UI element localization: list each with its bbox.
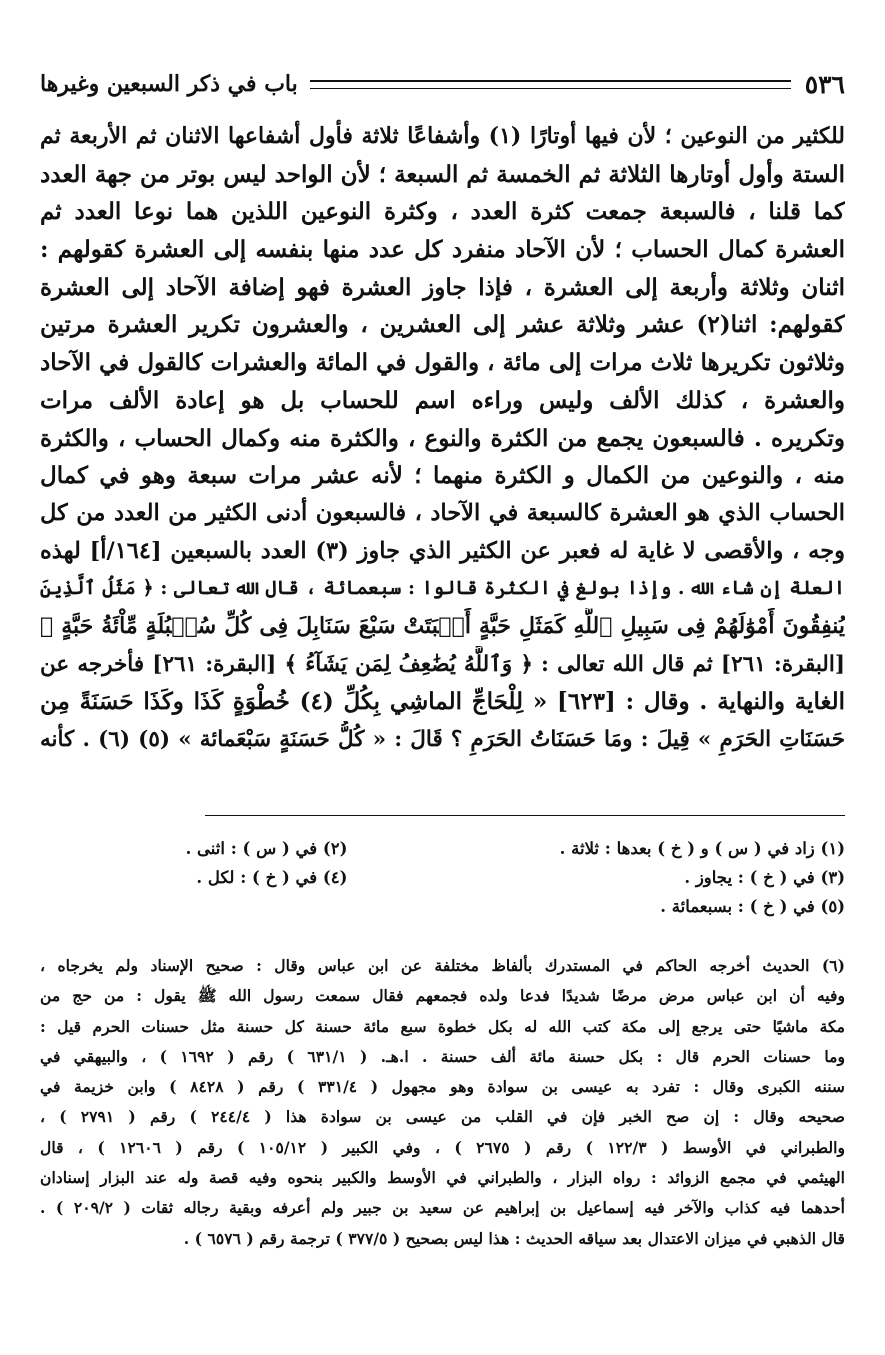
text-line: منه ، والنوعين من الكمال و الكثرة منهما ؛ لأنه عشر مرات سبعة وهو في كمال	[40, 462, 845, 490]
footnote-6	[40, 951, 845, 1254]
text-line: وثلاثون تكريرها ثلاث مرات إلى مائة ، والقول في المائة والعشرات كالقول في الآحاد	[40, 349, 845, 377]
footnote-3: (٣) في ( خ ) : يجاوز .	[684, 868, 845, 887]
main-text	[40, 118, 845, 759]
running-header	[40, 66, 845, 102]
footnote-row	[40, 892, 845, 921]
text-line: العشرة كمال الحساب ؛ لأن الآحاد منفرد كل عدد منها بنفسه إلى العشرة كقولهم :	[40, 236, 845, 264]
footnote-row	[40, 863, 845, 892]
text-line: كما قلنا ، فالسبعة جمعت كثرة العدد ، وكثرة النوعين اللذين هما نوعا العدد ثم	[40, 198, 845, 226]
text-line: العلة إن شاء الله . وإذا بولغ في الكثرة قالوا : سبعمائة ، قال الله تعالى : ﴿ مَثَلُ ٱلَّذِينَ	[40, 577, 845, 600]
text-line: للكثير من النوعين ؛ لأن فيها أوتارًا (١) وأشفاعًا ثلاثة فأول أشفاعها الاثنان ثم الأربعة ثم	[40, 123, 845, 149]
text-line: وجه ، والأقصى لا غاية له فعبر عن الكثير الذي جاوز (٣) العدد بالسبعين [١٦٤/أ] لهذه	[40, 537, 845, 564]
text-line: الستة وأول أوتارها الثلاثة ثم الخمسة ثم السبعة ؛ لأن الواحد ليس بوتر من جهة العدد	[40, 160, 845, 188]
text-line: الحساب الذي هو العشرة كالسبعة في الآحاد ، فالسبعون أدنى الكثير من العدد من كل	[40, 499, 845, 526]
footnote-line: والطبراني في الأوسط ( ١٢٢/٣ ) رقم ( ٢٦٧٥ ) ، وفي الكبير ( ١٠٥/١٢ ) رقم ( ١٢٦٠٦ ) ، قال	[40, 1137, 845, 1157]
footnote-line: سننه الكبرى وقال : تفرد به عيسى بن سوادة وهو مجهول ( ٣٣١/٤ ) رقم ( ٨٤٢٨ ) وابن خزيمة في	[40, 1077, 845, 1097]
footnote-line: قال الذهبي في ميزان الاعتدال بعد سياقه الحديث : هذا ليس بصحيح ( ٣٧٧/٥ ) ترجمة رقم ( ٦٥٧٦ ) .	[183, 1228, 845, 1248]
text-line: اثنان وثلاثة وأربعة إلى العشرة ، فإذا جاوز العشرة فهو إضافة الآحاد إلى العشرة	[40, 273, 845, 301]
text-line: وتكريره . فالسبعون يجمع من الكثرة والنوع ، والكثرة منه وكمال الحساب ، والكثرة	[40, 424, 845, 452]
footnote-separator	[205, 815, 845, 816]
text-line: والعشرة ، كذلك الألف وليس وراءه اسم للحساب بل هو إعادة الألف مرات	[40, 386, 845, 414]
page-number: ٥٣٦	[804, 69, 845, 99]
footnote-line: (٦) الحديث أخرجه الحاكم في المستدرك بألفاظ مختلفة عن ابن عباس وقال : صحيح الإسناد ولم يخرجاه ،	[40, 956, 845, 975]
footnote-5: (٥) في ( خ ) : بسبعمائة .	[660, 897, 845, 916]
header-rule	[310, 80, 791, 89]
footnote-line: الهيثمي في مجمع الزوائد : رواه البزار ، والطبراني في الأوسط والكبير بنحوه وفيه قصة وله عند البزار إسنادان	[40, 1168, 845, 1188]
footnote-line: أحدهما فيه كذاب والآخر فيه إسماعيل بن إبراهيم عن سعيد بن جبير ولم أعرفه وبقية رجاله ثقات ( ٢٠٩/٢ ) .	[40, 1198, 845, 1218]
hadith-line: الغاية والنهاية . وقال : [٦٢٣] « لِلْحَاجِّ الماشِي بِكُلِّ (٤) خُطْوَةٍ كَذَا وكَذَا حَسَنَةً مِن	[40, 688, 845, 716]
footnotes-short	[40, 834, 845, 921]
footnote-line: مكة ماشيًا حتى يرجع إلى مكة كتب الله له بكل خطوة سبع مائة حسنة كل حسنة مثل حسنات الحرم قيل :	[40, 1016, 845, 1036]
chapter-title: باب في ذكر السبعين وغيرها	[40, 71, 298, 97]
footnote-1: (١) زاد في ( س ) و ( خ ) بعدها : ثلاثة .	[559, 839, 845, 858]
footnote-line: وما حسنات الحرم قال : بكل حسنة مائة ألف حسنة . ا.هـ. ( ٦٣١/١ ) رقم ( ١٦٩٢ ) ، والبيهقي في	[40, 1046, 845, 1066]
text-line: [البقرة: ٢٦١] ثم قال الله تعالى : ﴿ وَٱللَّهُ يُضَٰعِفُ لِمَن يَشَآءُ ﴾ [البقرة: ٢٦١] فأخرجه عن	[40, 651, 845, 677]
footnote-line: وفيه أن ابن عباس مرض مرضًا شديدًا فدعا ولده فجمعهم فقال سمعت رسول الله ﷺ يقول : من حج من	[40, 986, 845, 1006]
footnote-2: (٢) في ( س ) : اثنى .	[185, 839, 348, 858]
footnote-line: صحيحه وقال : إن صح الخبر فإن في القلب من عيسى بن سوادة هذا ( ٢٤٤/٤ ) رقم ( ٢٧٩١ ) ،	[40, 1107, 845, 1127]
hadith-line: حَسَنَاتِ الحَرَمِ » قِيلَ : ومَا حَسَنَاتُ الحَرَمِ ؟ قَالَ : « كُلُّ حَسَنَةٍ سَبْعَمائة » (٥) (٦) . كأنه	[40, 727, 845, 752]
quran-verse-line: يُنفِقُونَ أَمْوَٰلَهُمْ فِى سَبِيلِ ٱللَّهِ كَمَثَلِ حَبَّةٍ أَنۢبَتَتْ سَبْعَ سَنَابِلَ فِى كُلِّ سُنۢبُلَةٍ مِّاْئَةُ حَبَّةٍ ﴾	[40, 612, 845, 639]
text-line: كقولهم: اثنا(٢) عشر وثلاثة عشر إلى العشرين ، والعشرون تكرير العشرة مرتين	[40, 311, 845, 339]
footnote-row	[40, 834, 845, 863]
footnote-4: (٤) في ( خ ) : لكل .	[196, 868, 348, 887]
